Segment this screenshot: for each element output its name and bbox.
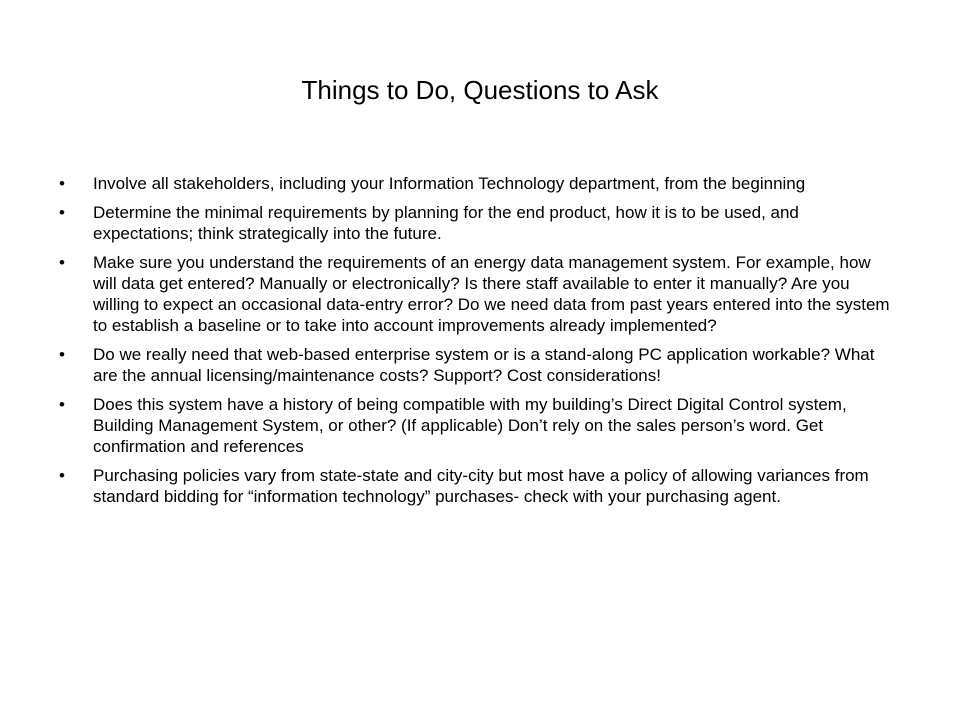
bullet-marker: • (59, 253, 65, 272)
bullet-list (59, 173, 899, 515)
bullet-item (59, 394, 899, 457)
bullet-item (59, 173, 899, 194)
bullet-item (59, 202, 899, 244)
bullet-text: Do we really need that web-based enterprise system or is a stand-along PC application workable? What are the annual licensing/maintenance costs? Support? Cost considerations! (93, 345, 875, 385)
bullet-item (59, 252, 899, 336)
bullet-text: Involve all stakeholders, including your Information Technology department, from the beginning (93, 174, 806, 193)
bullet-marker: • (59, 203, 65, 222)
bullet-marker: • (59, 466, 65, 485)
bullet-text: Make sure you understand the requirements of an energy data management system. For example, how will data get entered? Manually or electronically? Is there staff available to enter it manually? Are you willing to expect an occasional data-entry error? Do we need data from past years entered into the system to establish a baseline or to take into account improvements already implemented? (93, 253, 890, 335)
bullet-text: Determine the minimal requirements by planning for the end product, how it is to be used, and expectations; think strategically into the future. (93, 203, 799, 243)
bullet-marker: • (59, 395, 65, 414)
bullet-marker: • (59, 174, 65, 193)
bullet-text: Purchasing policies vary from state-state and city-city but most have a policy of allowing variances from standard bidding for “information technology” purchases- check with your purchasing agent. (93, 466, 869, 506)
slide-title: Things to Do, Questions to Ask (301, 75, 659, 105)
bullet-marker: • (59, 345, 65, 364)
bullet-text: Does this system have a history of being compatible with my building’s Direct Digital Control system, Building Management System, or other? (If applicable) Don’t rely on the sales person’s word. Get confirmation and references (93, 395, 847, 456)
bullet-item (59, 465, 899, 507)
bullet-item (59, 344, 899, 386)
